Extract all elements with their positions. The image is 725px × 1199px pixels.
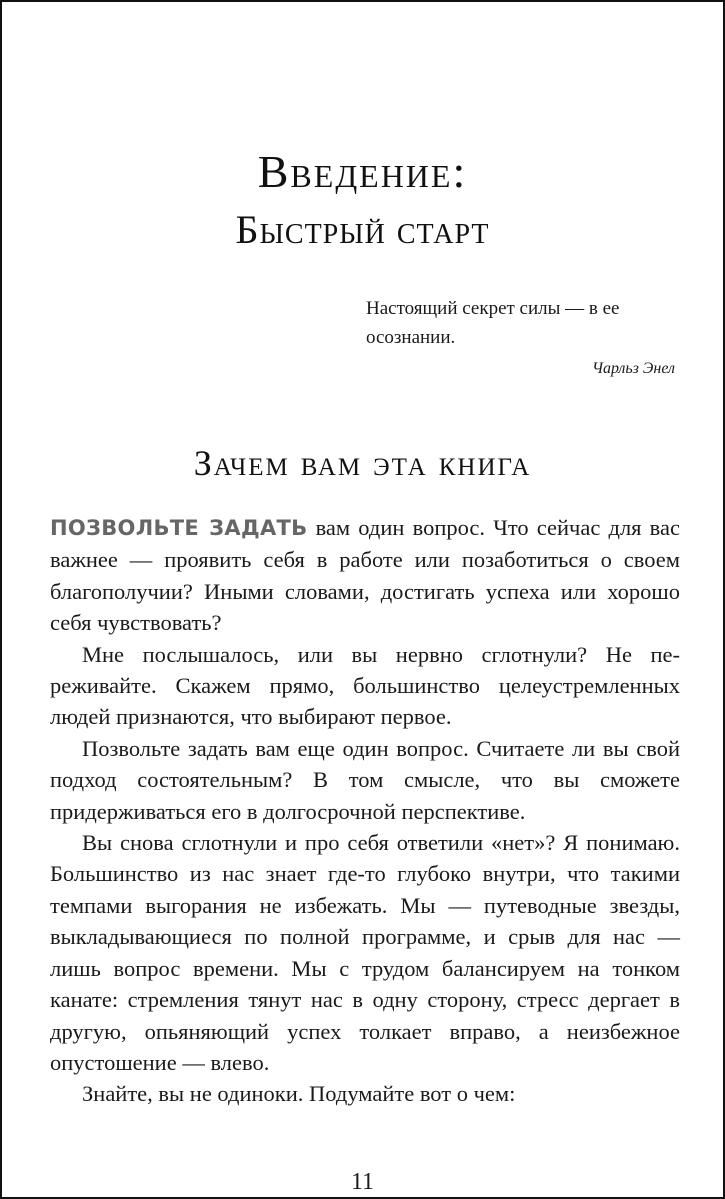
- paragraph-1-text: вам один вопрос. Что сейчас для вас важнее — проявить себя в работе или позаботиться о своем благополучии? Иными словами, достигать успеха или хорошо себя чувствовать?: [50, 515, 680, 636]
- epigraph-quote: Настоящий секрет силы — в ее осознании.: [366, 298, 620, 348]
- chapter-title-line2: Быстрый старт: [235, 207, 490, 252]
- paragraph-4: Вы снова сглотнули и про себя ответили «нет»? Я понимаю. Большинство из нас знает где-то глубоко внутри, что такими темпами выгорания не избежать. Мы — путеводные звезды, выкладывающиеся по полной программе, и срыв для нас — лишь вопрос времени. Мы с трудом балансируем на тонком канате: стремления тянут нас в одну сторону, стресс дергает в другую, опьяняющий успех толкает вправо, а неизбежное опустошение — влево.: [50, 830, 680, 1075]
- paragraph-3: Позвольте задать вам еще один вопрос. Считаете ли вы свой подход состоятельным? В том смысле, что вы сможете придерживаться его в долгосрочной перспективе.: [50, 735, 680, 824]
- paragraph-1: [50, 512, 680, 639]
- epigraph-author: Чарльз Энел: [591, 360, 675, 377]
- paragraph-5: Знайте, вы не одиноки. Подумайте вот о чем:: [82, 1081, 516, 1107]
- page-number: 11: [350, 1169, 375, 1195]
- chapter-title: [2, 142, 723, 258]
- body-text: [50, 512, 680, 1110]
- section-heading: Зачем вам эта книга: [193, 443, 532, 483]
- paragraph-2: Мне послышалось, или вы нервно сглотнули? Не переживайте. Скажем прямо, большинство целеустремленных людей признаются, что выбирают первое.: [50, 641, 680, 730]
- chapter-title-line1: Введение:: [257, 146, 468, 197]
- lead-in-text: ПОЗВОЛЬТЕ ЗАДАТЬ: [50, 516, 308, 540]
